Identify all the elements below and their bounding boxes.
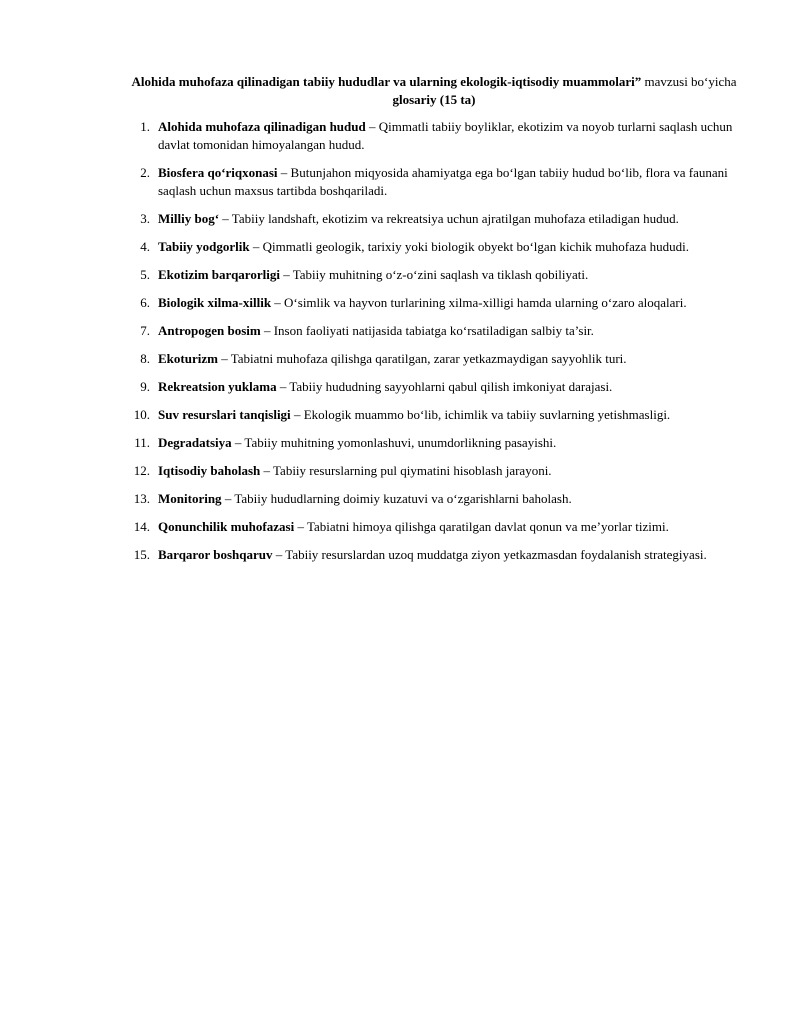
item-number: 10.: [133, 407, 150, 422]
item-definition: – Tabiatni muhofaza qilishga qaratilgan, zarar yetkazmaydigan sayyohlik turi.: [217, 351, 627, 366]
item-definition: – Tabiiy resurslardan uzoq muddatga ziyon yetkazmasdan foydalanish strategiyasi.: [272, 547, 707, 562]
glossary-item: [118, 378, 750, 396]
glossary-list: [118, 118, 750, 564]
item-term: Ekotizim barqarorligi: [158, 267, 280, 282]
glossary-item: [118, 546, 750, 564]
title-glossary-label: glosariy (15 ta): [392, 92, 476, 107]
item-term: Degradatsiya: [158, 435, 232, 450]
item-term: Rekreatsion yuklama: [158, 379, 277, 394]
item-definition: – Tabiiy hududning sayyohlarni qabul qilish imkoniyat darajasi.: [276, 379, 613, 394]
item-definition: – Tabiiy resurslarning pul qiymatini hisoblash jarayoni.: [260, 463, 552, 478]
item-definition: – Tabiiy muhitning yomonlashuvi, unumdorlikning pasayishi.: [231, 435, 557, 450]
item-definition: – O‘simlik va hayvon turlarining xilma-xilligi hamda ularning o‘zaro aloqalari.: [271, 295, 687, 310]
item-number: 9.: [140, 379, 150, 394]
item-number: 15.: [133, 547, 150, 562]
item-term: Tabiiy yodgorlik: [158, 239, 250, 254]
item-definition: – Tabiiy landshaft, ekotizim va rekreatsiya uchun ajratilgan muhofaza etiladigan hudud.: [219, 211, 679, 226]
document-title: [118, 73, 750, 109]
item-term: Iqtisodiy baholash: [158, 463, 261, 478]
item-term: Alohida muhofaza qilinadigan hudud: [158, 119, 366, 134]
item-definition: – Tabiiy hududlarning doimiy kuzatuvi va o‘zgarishlarni baholash.: [221, 491, 572, 506]
item-number: 5.: [140, 267, 150, 282]
item-definition: – Inson faoliyati natijasida tabiatga ko‘rsatiladigan salbiy ta’sir.: [260, 323, 594, 338]
glossary-item: [118, 462, 750, 480]
item-number: 4.: [140, 239, 150, 254]
item-number: 8.: [140, 351, 150, 366]
title-topic: Alohida muhofaza qilinadigan tabiiy hududlar va ularning ekologik-iqtisodiy muammolari”: [131, 74, 642, 89]
glossary-item: [118, 164, 750, 200]
item-number: 11.: [134, 435, 150, 450]
item-number: 2.: [140, 165, 150, 180]
item-number: 7.: [140, 323, 150, 338]
item-definition: – Ekologik muammo bo‘lib, ichimlik va tabiiy suvlarning yetishmasligi.: [290, 407, 671, 422]
item-term: Barqaror boshqaruv: [158, 547, 273, 562]
item-term: Qonunchilik muhofazasi: [158, 519, 295, 534]
item-definition: – Qimmatli geologik, tarixiy yoki biologik obyekt bo‘lgan kichik muhofaza hududi.: [249, 239, 690, 254]
item-term: Biosfera qo‘riqxonasi: [158, 165, 278, 180]
glossary-item: [118, 518, 750, 536]
glossary-item: [118, 266, 750, 284]
glossary-item: [118, 490, 750, 508]
item-term: Monitoring: [158, 491, 222, 506]
item-number: 13.: [133, 491, 150, 506]
item-definition: – Qimmatli tabiiy boyliklar, ekotizim va noyob turlarni saqlash uchun davlat tomonidan himoyalangan hudud.: [158, 119, 733, 152]
title-connector: mavzusi bo‘yicha: [641, 74, 737, 89]
item-number: 14.: [133, 519, 150, 534]
item-number: 6.: [140, 295, 150, 310]
glossary-item: [118, 210, 750, 228]
item-term: Biologik xilma-xillik: [158, 295, 272, 310]
item-definition: – Butunjahon miqyosida ahamiyatga ega bo‘lgan tabiiy hudud bo‘lib, flora va faunani saqlash uchun maxsus tartibda boshqariladi.: [158, 165, 728, 198]
item-number: 3.: [140, 211, 150, 226]
item-definition: – Tabiiy muhitning o‘z-o‘zini saqlash va tiklash qobiliyati.: [279, 267, 589, 282]
glossary-item: [118, 322, 750, 340]
glossary-item: [118, 406, 750, 424]
item-term: Milliy bog‘: [158, 211, 220, 226]
glossary-item: [118, 350, 750, 368]
item-number: 12.: [133, 463, 150, 478]
item-term: Antropogen bosim: [158, 323, 261, 338]
item-definition: – Tabiatni himoya qilishga qaratilgan davlat qonun va me’yorlar tizimi.: [294, 519, 669, 534]
glossary-item: [118, 294, 750, 312]
item-term: Suv resurslari tanqisligi: [158, 407, 291, 422]
glossary-item: [118, 238, 750, 256]
item-number: 1.: [140, 119, 150, 134]
item-term: Ekoturizm: [158, 351, 218, 366]
glossary-item: [118, 118, 750, 154]
glossary-item: [118, 434, 750, 452]
